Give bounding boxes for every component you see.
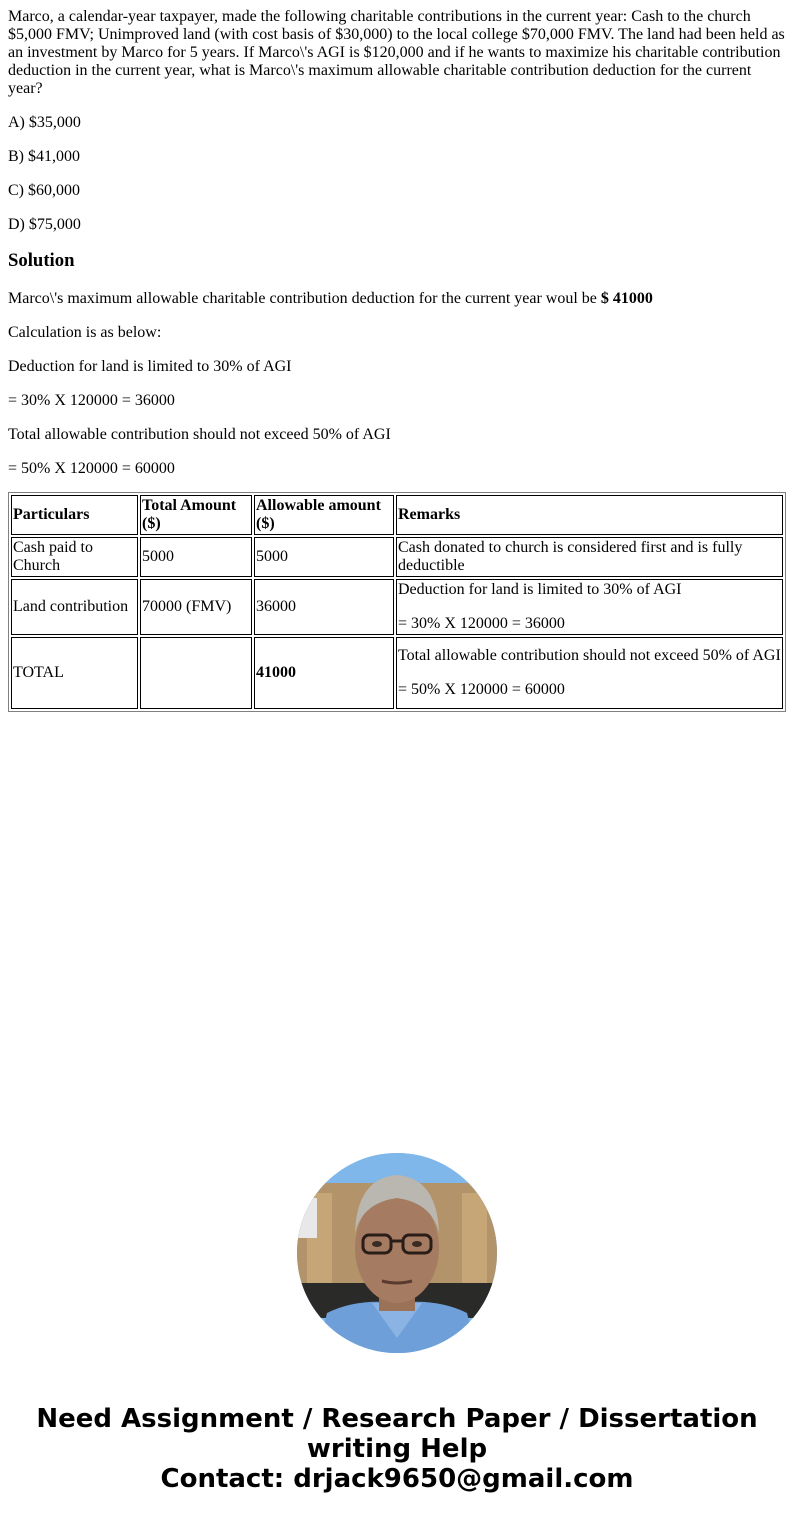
answer-value: $ 41000	[600, 290, 653, 307]
calc-intro: Calculation is as below:	[8, 324, 162, 341]
header-particulars: Particulars	[11, 495, 138, 535]
solution-heading: Solution	[8, 250, 75, 271]
remark-line: Deduction for land is limited to 30% of AGI	[398, 581, 682, 598]
option-a: A) $35,000	[8, 114, 81, 131]
calc-total-limit: Total allowable contribution should not exceed 50% of AGI	[8, 426, 391, 443]
promo-banner	[0, 1404, 794, 1494]
header-allowable-amount: Allowable amount ($)	[254, 495, 394, 535]
solution-table	[8, 492, 786, 712]
remark-line: = 50% X 120000 = 60000	[398, 681, 565, 698]
promo-contact: Contact: drjack9650@gmail.com	[160, 1464, 634, 1494]
cell-particulars: Cash paid to Church	[11, 537, 138, 577]
calc-land-value: = 30% X 120000 = 36000	[8, 392, 175, 409]
cell-particulars: Land contribution	[11, 579, 138, 635]
option-b: B) $41,000	[8, 148, 80, 165]
cell-particulars: TOTAL	[11, 637, 138, 709]
table-row-total	[11, 637, 783, 709]
promo-line-1: Need Assignment / Research Paper / Dissertation	[36, 1404, 758, 1434]
cell-total: 70000 (FMV)	[140, 579, 252, 635]
total-allowable-value: 41000	[256, 664, 296, 681]
table-header-row	[11, 495, 783, 535]
header-remarks: Remarks	[396, 495, 783, 535]
person-photo-icon	[297, 1153, 497, 1353]
cell-total: 5000	[140, 537, 252, 577]
promo-line-2: writing Help	[306, 1434, 488, 1464]
remark-line: Total allowable contribution should not exceed 50% of AGI	[398, 647, 781, 664]
cell-allowable	[254, 637, 394, 709]
option-d: D) $75,000	[8, 216, 81, 233]
cell-remarks: Cash donated to church is considered first and is fully deductible	[396, 537, 783, 577]
remark-line: = 30% X 120000 = 36000	[398, 615, 565, 632]
cell-allowable: 5000	[254, 537, 394, 577]
option-c: C) $60,000	[8, 182, 80, 199]
table-row	[11, 579, 783, 635]
answer-prefix: Marco\'s maximum allowable charitable contribution deduction for the current year woul be	[8, 290, 601, 307]
cell-total	[140, 637, 252, 709]
author-avatar	[297, 1153, 497, 1353]
cell-remarks	[396, 637, 783, 709]
answer-statement	[8, 290, 786, 308]
calc-land-limit: Deduction for land is limited to 30% of AGI	[8, 358, 292, 375]
calc-total-value: = 50% X 120000 = 60000	[8, 460, 175, 477]
cell-allowable: 36000	[254, 579, 394, 635]
question-text: Marco, a calendar-year taxpayer, made the following charitable contributions in the current year: Cash to the church $5,000 FMV; Unimproved land (with cost basis of $30,000) to the local college $70,000 FMV. The land had been held as an investment by Marco for 5 years. If Marco\'s AGI is $120,000 and if he wants to maximize his charitable contribution deduction in the current year, what is Marco\'s maximum allowable charitable contribution deduction for the current year?	[8, 8, 785, 97]
cell-remarks	[396, 579, 783, 635]
table-row	[11, 537, 783, 577]
header-total-amount: Total Amount ($)	[140, 495, 252, 535]
document-body	[8, 8, 786, 712]
